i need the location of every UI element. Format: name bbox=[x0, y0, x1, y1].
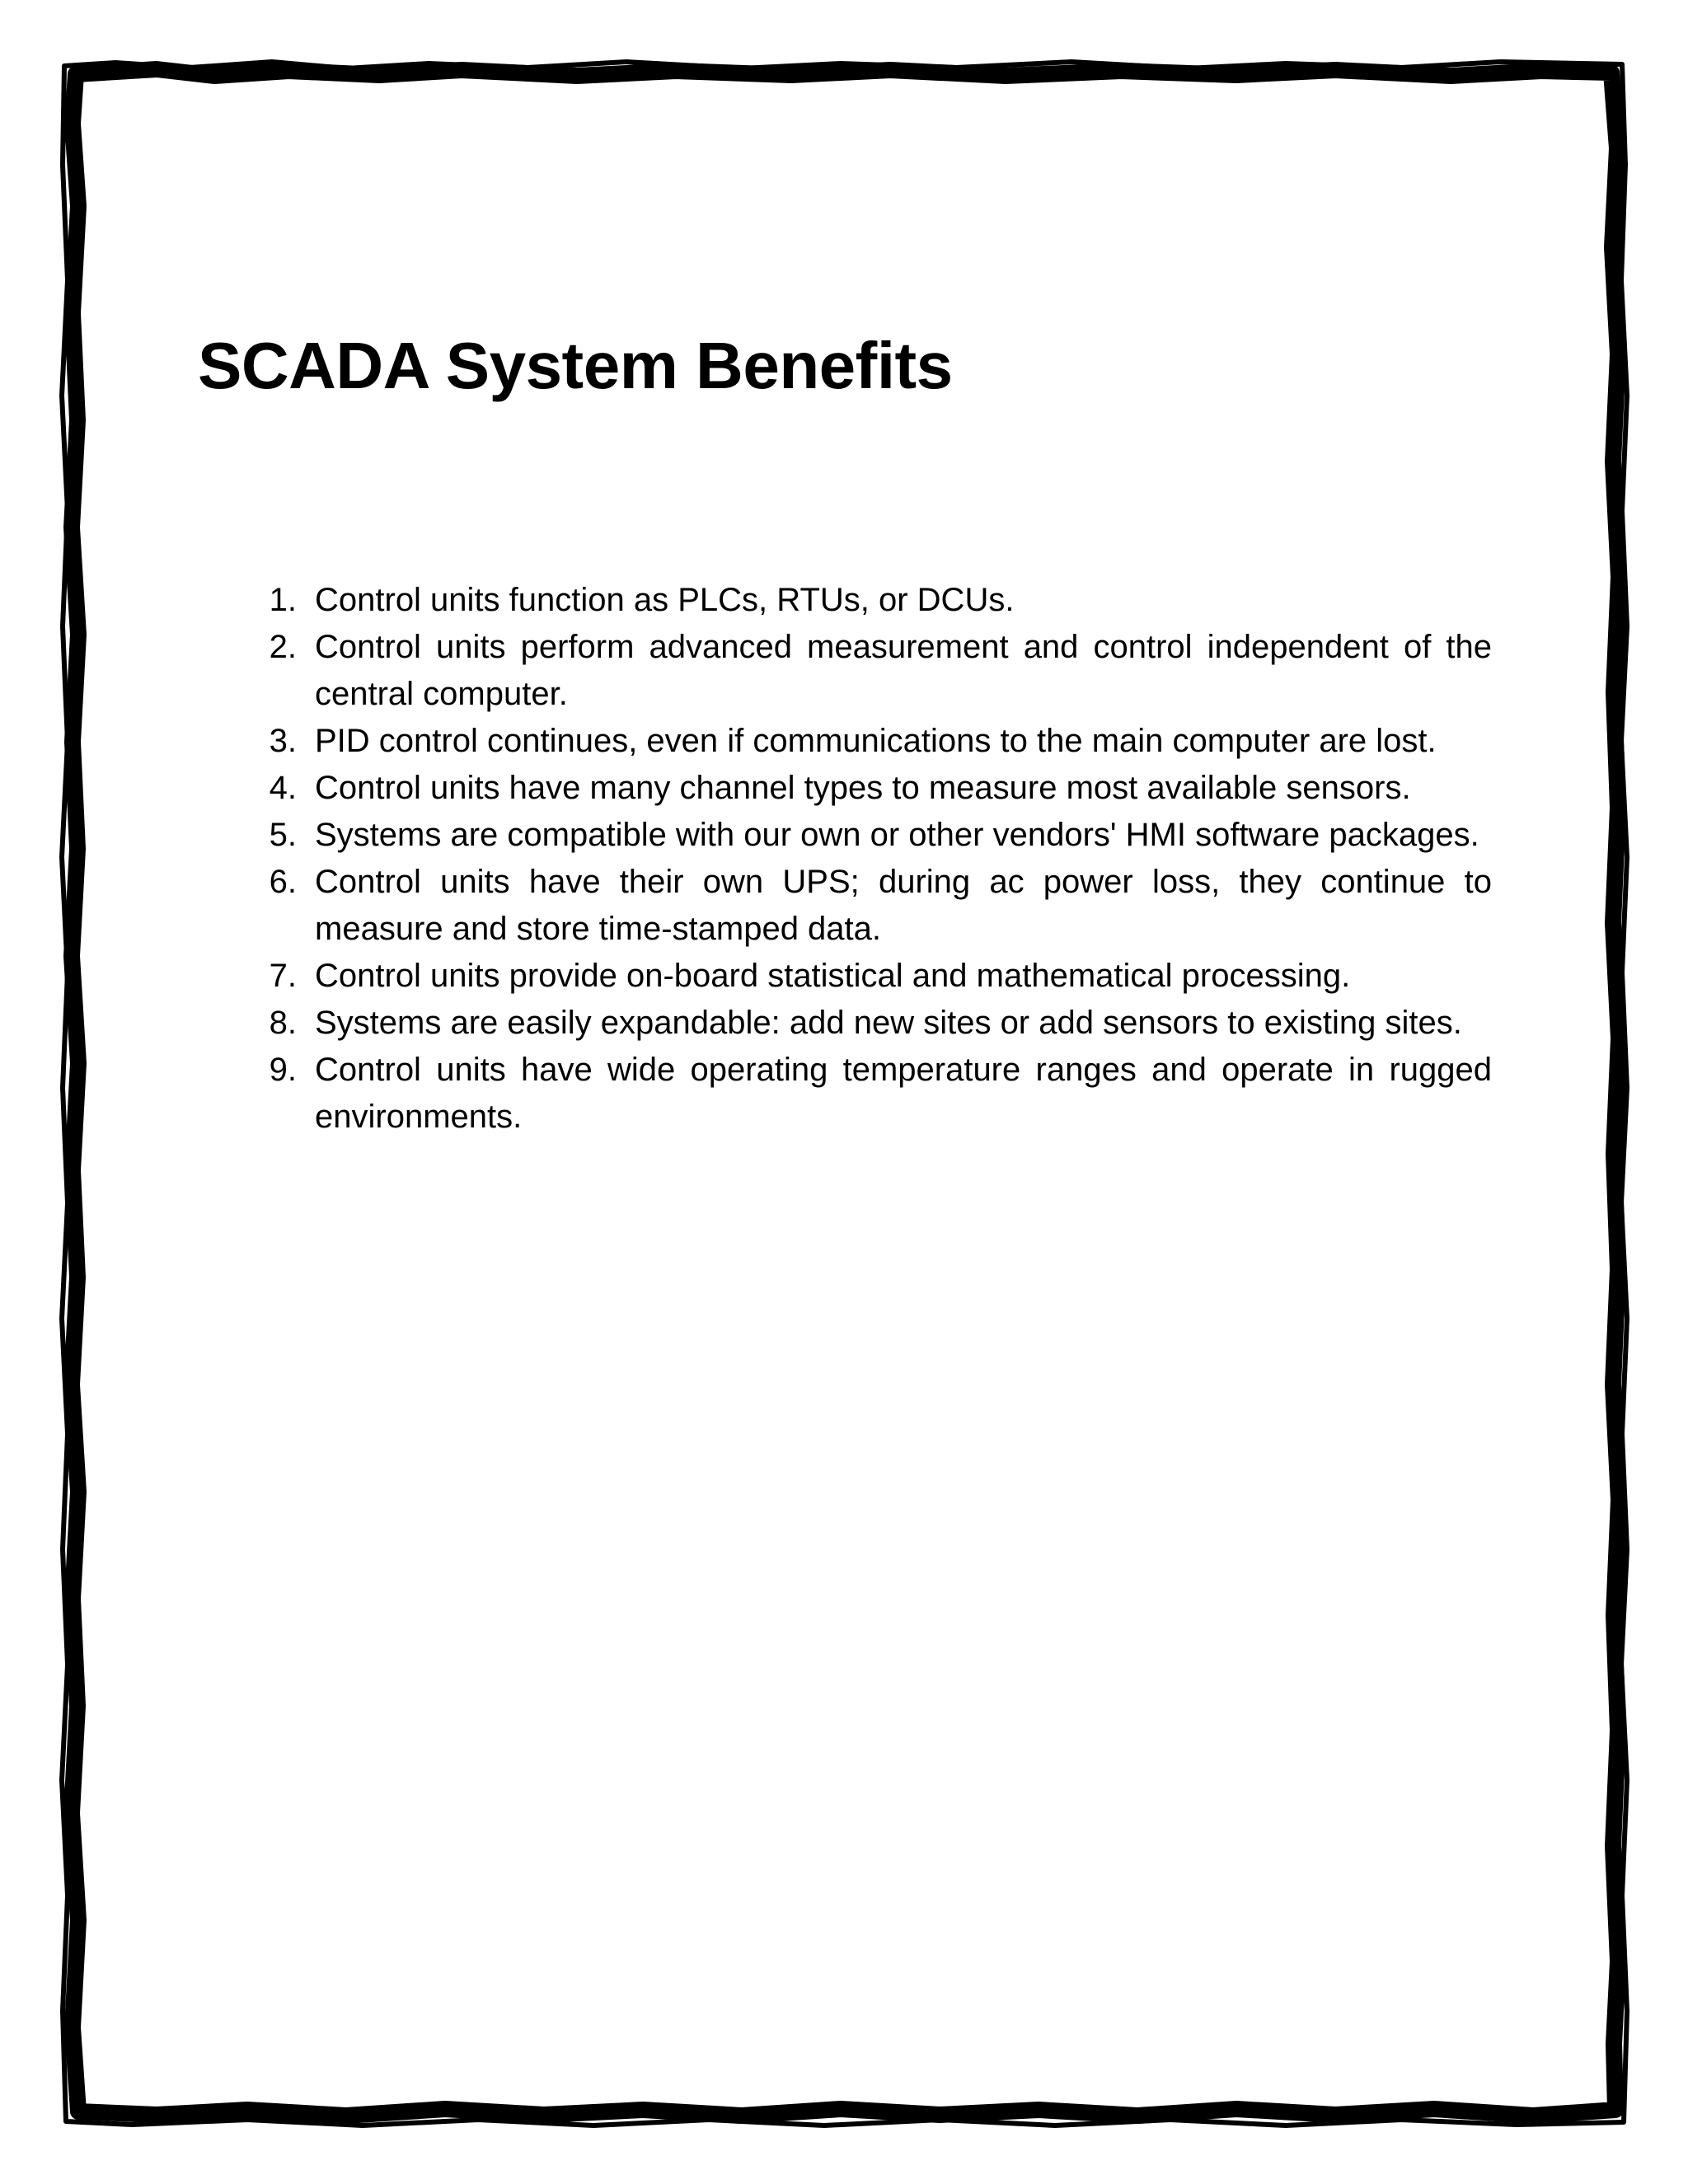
list-item-text: Control units function as PLCs, RTUs, or DCUs. bbox=[315, 582, 1015, 618]
list-item-number: 2. bbox=[269, 629, 297, 665]
list-item bbox=[231, 1000, 1492, 1047]
list-item bbox=[231, 765, 1492, 812]
list-item bbox=[231, 859, 1492, 953]
list-item-number: 9. bbox=[269, 1052, 297, 1088]
list-item-text: Control units have many channel types to measure most available sensors. bbox=[315, 770, 1411, 806]
list-item bbox=[231, 1047, 1492, 1141]
list-item bbox=[231, 577, 1492, 624]
list-item bbox=[231, 718, 1492, 765]
list-item-number: 1. bbox=[269, 582, 297, 618]
list-item-text: PID control continues, even if communications to the main computer are lost. bbox=[315, 723, 1437, 759]
document-content bbox=[198, 329, 1492, 1135]
list-item-number: 3. bbox=[269, 723, 297, 759]
list-item-number: 4. bbox=[269, 770, 297, 806]
list-item-text: Control units have their own UPS; during ac power loss, they continue to measure and store time-stamped data. bbox=[315, 864, 1492, 947]
list-item-text: Systems are compatible with our own or other vendors' HMI software packages. bbox=[315, 817, 1479, 853]
list-item-number: 6. bbox=[269, 864, 297, 900]
list-item-text: Control units have wide operating temperature ranges and operate in rugged environments. bbox=[315, 1052, 1492, 1135]
list-item-number: 5. bbox=[269, 817, 297, 853]
list-item-text: Control units provide on-board statistical and mathematical processing. bbox=[315, 958, 1351, 994]
list-item-text: Control units perform advanced measurement and control independent of the central computer. bbox=[315, 629, 1492, 712]
list-item bbox=[231, 953, 1492, 1000]
list-item-number: 7. bbox=[269, 958, 297, 994]
list-item-number: 8. bbox=[269, 1005, 297, 1041]
list-item bbox=[231, 812, 1492, 859]
benefits-list bbox=[231, 577, 1492, 1141]
list-item-text: Systems are easily expandable: add new sites or add sensors to existing sites. bbox=[315, 1005, 1462, 1041]
page-title: SCADA System Benefits bbox=[198, 329, 953, 402]
list-item bbox=[231, 624, 1492, 718]
